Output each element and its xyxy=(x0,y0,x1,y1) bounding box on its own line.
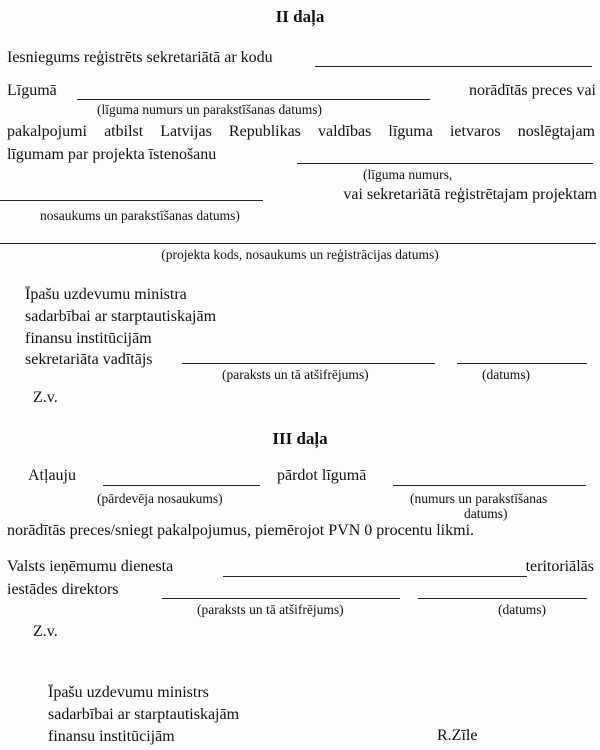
contract-label: Līgumā xyxy=(7,82,57,99)
sell-contract-label: pārdot līgumā xyxy=(277,467,367,484)
project-impl-blank-line xyxy=(297,163,593,164)
minister-name: R.Zīle xyxy=(437,727,478,744)
minister-block-line-2: sadarbībai ar starptautiskajām xyxy=(48,706,240,723)
official-block-line-3: finansu institūcijām xyxy=(25,330,152,347)
official-block-line-2: sadarbībai ar starptautiskajām xyxy=(25,308,217,325)
project-impl-label: līgumam par projekta īstenošanu xyxy=(7,146,217,163)
contract-number-caption: (līguma numurs, xyxy=(363,167,453,182)
director-label: iestādes direktors xyxy=(7,581,119,598)
registered-code-blank-line xyxy=(315,66,592,67)
contract-blank-line xyxy=(77,99,430,100)
project-blank-line xyxy=(0,243,596,244)
director-date-caption: (datums) xyxy=(498,602,546,617)
contract-caption: (līguma numurs un parakstīšanas datums) xyxy=(97,102,322,117)
director-signature-blank-line xyxy=(162,598,400,599)
number-caption-line-1: (numurs un parakstīšanas xyxy=(410,491,548,506)
seller-blank-line xyxy=(103,485,260,486)
official-block-line-4: sekretariāta vadītājs xyxy=(25,351,153,368)
goods-or-label: norādītās preces vai xyxy=(468,82,596,99)
registered-project-blank-line xyxy=(0,200,263,201)
name-date-caption: nosaukums un parakstīšanas datums) xyxy=(40,208,240,223)
signature-blank-line xyxy=(182,363,435,364)
date-blank-line xyxy=(457,363,587,364)
minister-block-line-3: finansu institūcijām xyxy=(48,728,175,745)
territorial-label: teritoriālās xyxy=(525,558,594,575)
seal-label: Z.v. xyxy=(33,389,58,406)
signature-caption: (paraksts un tā atšifrējums) xyxy=(222,367,369,382)
vid-blank-line xyxy=(223,576,527,577)
allow-label: Atļauju xyxy=(28,467,76,484)
minister-block-line-1: Īpašu uzdevumu ministrs xyxy=(48,684,209,701)
seller-caption: (pārdevēja nosaukums) xyxy=(97,491,223,506)
vat-paragraph: norādītās preces/sniegt pakalpojumus, piemērojot PVN 0 procentu likmi. xyxy=(7,522,475,539)
seal2-label: Z.v. xyxy=(33,623,58,640)
registered-code-label: Iesniegums reģistrēts sekretariātā ar kodu xyxy=(7,49,273,66)
part3-title: III daļa xyxy=(272,429,328,448)
director-date-blank-line xyxy=(418,598,587,599)
director-signature-caption: (paraksts un tā atšifrējums) xyxy=(197,602,344,617)
registered-project-label: vai sekretariātā reģistrētajam projektam xyxy=(343,186,597,203)
services-paragraph: pakalpojumi atbilst Latvijas Republikas valdības līguma ietvaros noslēgtajam xyxy=(7,123,595,140)
part2-title: II daļa xyxy=(275,7,325,26)
project-caption: (projekta kods, nosaukums un reģistrācijas datums) xyxy=(161,247,439,262)
official-block-line-1: Īpašu uzdevumu ministra xyxy=(25,286,187,303)
number-caption-line-2: datums) xyxy=(464,506,508,521)
date-caption: (datums) xyxy=(482,367,530,382)
vid-label: Valsts ieņēmumu dienesta xyxy=(7,558,174,575)
sell-contract-blank-line xyxy=(393,485,586,486)
